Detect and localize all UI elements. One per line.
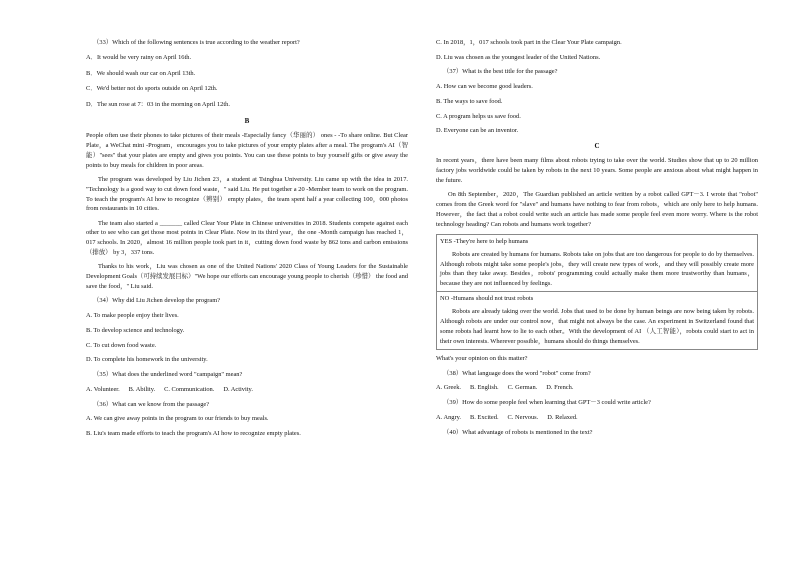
question-34-stem: （34）Why did Liu Jichen develop the program? (93, 297, 221, 305)
question-35-option-b: B. Ability. (128, 385, 156, 393)
question-37-option-c: C. A program helps us save food. (436, 112, 521, 120)
question-35-stem: （35）What does the underlined word "campaign" mean? (93, 370, 243, 378)
question-35-option-c: C. Communication. (164, 385, 215, 393)
section-b-heading: B (244, 116, 250, 125)
section-c-heading: C (594, 142, 600, 151)
question-37-option-b: B. The ways to save food. (436, 97, 503, 105)
no-opinion-heading: NO -Humans should not trust robots (440, 295, 534, 303)
question-39-option-c: C. Nervous. (507, 414, 539, 421)
question-36-option-d: D. Liu was chosen as the youngest leader of the United Nations. (436, 53, 601, 61)
question-39-option-d: D. Relaxed. (547, 414, 578, 421)
section-c-paragraph-2: On 8th September，2020，The Guardian published an article written by a robot called GPT－3. I wrote that "robot" comes from the Greek word for "slave" and humans have nothing to fear from robots，which are only here to help humans. However，the fact that a robot could write such an article has made some people feel even more worry. Where is the robot technology heading? Can robots and humans work together? (436, 190, 758, 228)
question-35-option-d: D. Activity. (223, 385, 253, 393)
question-36-option-a: A. We can give away points in the program to our friends to buy meals. (86, 415, 269, 423)
question-34-option-b: B. To develop science and technology. (86, 326, 185, 334)
no-opinion-box (436, 292, 758, 350)
section-c-paragraph-1: In recent years，there have been many films about robots trying to take over the world. Studies show that up to 20 million factory jobs worldwide could be taken by robots in the next 10 years. Some people are anxious about what might happen in the future. (436, 156, 758, 184)
question-37-option-a: A. How can we become good leaders. (436, 83, 533, 91)
question-39-option-a: A. Angry. (436, 414, 461, 421)
yes-opinion-box (436, 234, 758, 293)
question-38-option-d: D. French. (546, 384, 574, 392)
question-35-option-a: A. Volunteer. (86, 385, 120, 393)
question-39-stem: （39）How do some people feel when learning that GPT－3 could write article? (443, 399, 651, 407)
question-37-option-d: D. Everyone can be an inventor. (436, 127, 519, 135)
question-36-stem: （36）What can we know from the passage? (93, 400, 210, 408)
question-34-option-c: C. To cut down food waste. (86, 341, 157, 349)
right-column (436, 38, 758, 443)
question-34-option-a: A. To make people enjoy their lives. (86, 312, 179, 320)
question-38-option-a: A. Greek. (436, 384, 462, 392)
section-b-paragraph-3: The team also started a _______ called Clear Your Plate in Chinese universities in 2018. Students compete against each other to see who can get those most points in Clear Plate. Now in its third year，the one -Month campaign has reached 1，017 schools. In 2020，almost 16 million people took part in it，cutting down food waste by 862 tons and carbon emissions（排放） by 3，337 tons. (86, 219, 408, 257)
opinion-prompt: What's your opinion on this matter? (436, 354, 528, 362)
question-36-option-b: B. Liu's team made efforts to teach the program's AI how to recognize empty plates. (86, 430, 301, 438)
question-36-option-c: C. In 2018，1，017 schools took part in the Clear Your Plate campaign. (436, 39, 622, 46)
no-opinion-text: Robots are already taking over the world. Jobs that used to be done by human beings are now being taken by robots. Although robots are under our control now，that might not always be the case. An experiment in Switzerland found that some robots had learnt how to lie to each other。With the development of AI （人工智能），robots could start to act in their own interests. Wherever possible，humans should do things themselves. (440, 308, 754, 345)
question-33-option-a: A．It would be very rainy on April 16th. (86, 53, 192, 61)
question-40-stem: （40）What advantage of robots is mentioned in the text? (443, 428, 593, 436)
section-b-paragraph-4: Thanks to his work，Liu was chosen as one of the United Nations' 2020 Class of Young Leaders for the Sustainable Development Goals（可持续发展目标）"We hope our efforts can encourage young people to cherish（珍惜） the food and save the food，" Liu said. (86, 263, 408, 291)
question-33-option-d: D．The sun rose at 7：03 in the morning on April 12th. (86, 101, 230, 109)
question-38-option-c: C. German. (507, 384, 538, 392)
yes-opinion-heading: YES -They're here to help humans (440, 237, 529, 245)
question-38-stem: （38）What language does the word "robot" come from? (443, 369, 591, 377)
question-38-options (436, 383, 758, 393)
section-b-paragraph-2: The program was developed by Liu Jichen 23，a student at Tsinghua University. Liu came up with the idea in 2017. "Technology is a good way to cut down food waste，" said Liu. He put together a 20 -Member team to work on the program. To teach the program's AI how to recognize（辨别） empty plates，the team spent half a year collecting 100，000 photos from restaurants in 10 cities. (86, 175, 408, 213)
question-38-option-b: B. English. (470, 384, 499, 392)
question-33-stem: （33）Which of the following sentences is true according to the weather report? (93, 39, 300, 46)
yes-opinion-text: Robots are created by humans for humans. Robots take on jobs that are too dangerous for people to do by themselves. Although robots might take some people's jobs，they will create new types of work，and they will possibly create more jobs than they take away. Besides，robots' programming could actually make them more trustworthy than humans，because they are not influenced by feelings. (440, 250, 754, 288)
question-39-options (436, 413, 758, 423)
question-33-option-b: B．We should wash our car on April 13th. (86, 69, 196, 77)
question-37-stem: （37）What is the best title for the passage? (443, 68, 558, 76)
question-34-option-d: D. To complete his homework in the university. (86, 356, 208, 364)
section-b-paragraph-1: People often use their phones to take pictures of their meals -Especially fancy（华丽的） ones - -To share online. But Clear Plate，a WeChat mini -Program，encourages you to take pictures of your empty plates after a meal. The program's AI（智能）"sees" that your plates are empty and gives you points. You can use these points to buy yourself gifts or give away the points to buy meals for children in poor areas. (86, 131, 408, 169)
question-33-option-c: C．We'd better not do sports outside on April 12th. (86, 85, 218, 93)
question-35-options (86, 385, 408, 395)
question-39-option-b: B. Excited. (469, 414, 499, 421)
left-column (86, 38, 408, 444)
